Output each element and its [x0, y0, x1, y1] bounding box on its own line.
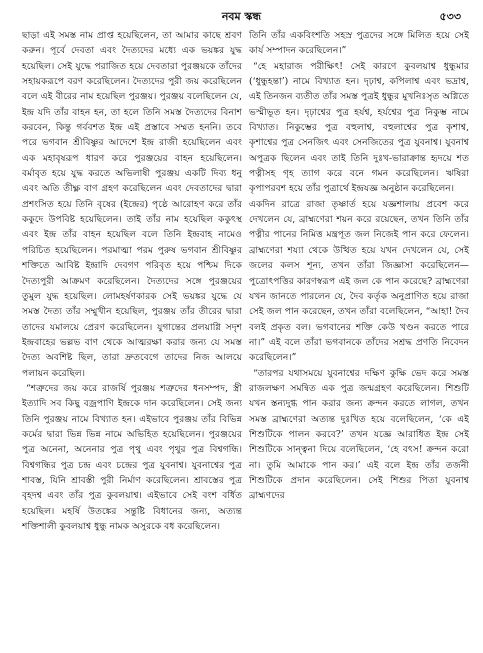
- right-column: [249, 28, 469, 648]
- chapter-title: নবম স্কন্ধ: [221, 10, 262, 23]
- left-column: [22, 28, 242, 648]
- paragraph: ছাড়া এই সমস্ত নাম প্রাপ্ত হয়েছিলেন, তা আমার কাছে শ্রবণ করুন। পূর্বে দেবতা এবং দৈত্যদের মধ্যে এক ভয়ঙ্কর যুদ্ধ হয়েছিল। সেই যুদ্ধে পরাজিত হয়ে দেবতারা পুরঞ্জয়কে তাঁদের সহায়করূপে বরণ করেছিলেন। দৈত্যদের পুরী জয় করেছিলেন বলে এই বীরের নাম হয়েছিল পুরঞ্জয়। পুরঞ্জয় বলেছিলেন যে, ইন্দ্র যদি তাঁর বাহন হন, তা হলে তিনি সমস্ত দৈত্যদের বিনাশ করবেন, কিন্তু গর্ববশত ইন্দ্র এই প্রস্তাবে সম্মত হননি। তবে পরে ভগবান শ্রীবিষ্ণুর আদেশে ইন্দ্র রাজী হয়েছিলেন এবং এক মহাবৃষরূপ ধারণ করে পুরঞ্জয়ের বাহন হয়েছিলেন। বর্মাবৃত হয়ে যুদ্ধ করতে অভিলাষী পুরঞ্জয় একটি দিব্য ধনু এবং অতি তীক্ষ্ণ বাণ গ্রহণ করেছিলেন এবং দেবতাদের দ্বারা প্রশংসিত হয়ে তিনি বৃষের (ইন্দ্রের) পৃষ্ঠে আরোহণ করে তাঁর ককুদে উপবিষ্ট হয়েছিলেন। তাই তাঁর নাম হয়েছিল ককুৎস্থ এবং ইন্দ্র তাঁর বাহন হয়েছিল বলে তিনি ইন্দ্রবাহ নামেও পরিচিত হয়েছিলেন। পরমাত্মা পরম পুরুষ ভগবান শ্রীবিষ্ণুর শক্তিতে আবিষ্ট ইন্দ্রাদি দেবগণ পরিবৃত হয়ে পশ্চিম দিকে দৈত্যপুরী আক্রমণ করেছিলেন। দৈত্যদের সঙ্গে পুরঞ্জয়ের তুমুল যুদ্ধ হয়েছিল। লোমহর্ষণকারক সেই ভয়ঙ্কর যুদ্ধে যে সমস্ত দৈত্য তাঁর সম্মুখীন হয়েছিল, পুরঞ্জয় তাঁর তীরের দ্বারা তাদের যমালয়ে প্রেরণ করেছিলেন। যুগান্তের প্রলয়াগ্নি সদৃশ ইন্দ্রবাহের ভল্লভ বাণ থেকে আত্মরক্ষা করার জন্য যে সমস্ত দৈত্য অবশিষ্ট ছিল, তারা দ্রুতবেগে তাদের নিজ আলয়ে পলায়ন করেছিল।: [22, 30, 242, 379]
- paragraph: “শত্রুদের জয় করে রাজর্ষি পুরঞ্জয় শত্রুদের ধনসম্পদ, স্ত্রী ইত্যাদি সব কিছু বজ্রপাণি ইন্দ্রকে দান করেছিলেন। সেই জন্য তিনি পুরঞ্জয় নামে বিখ্যাত হন। এইভাবে পুরঞ্জয় তাঁর বিভিন্ন কর্মের দ্বারা ভিন্ন ভিন্ন নামে অভিহিত হয়েছিলেন। পুরঞ্জয়ের পুত্র অনেনা, অনেনার পুত্র পৃথু এবং পৃথুর পুত্র বিশ্বগন্ধি। বিশ্বগন্ধির পুত্র চন্দ্র এবং চন্দ্রের পুত্র যুবনাশ্ব। যুবনাশ্বের পুত্র শাবস্ত, যিনি শ্রাবস্তী পুরী নির্মাণ করেছিলেন। শ্রাবস্তের পুত্র বৃহদশ্ব এবং তাঁর পুত্র কুবলয়াশ্ব। এইভাবে সেই বংশ বর্ধিত হয়েছিল। মহর্ষি উতঙ্কের সন্তুষ্টি বিধানের জন্য, অত্যন্ত শক্তিশালী কুবলয়াশ্ব ধুন্ধু নামক অসুরকে বধ করেছিলেন।: [22, 382, 242, 532]
- paragraph: “হে মহারাজ পরীক্ষিৎ! সেই কারণে কুবলয়াশ্ব ধুন্ধুমার (‘ধুন্ধুহন্তা’) নামে বিখ্যাত হন। দৃঢ়াশ্ব, কপিলাশ্ব এবং ভদ্রাশ্ব, এই তিনজন ব্যতীত তাঁর সমস্ত পুত্রই ধুন্ধুর মুখনিঃসৃত অগ্নিতে ভস্মীভূত হন। দৃঢ়াশ্বের পুত্র হর্যশ্ব, হর্যশ্বের পুত্র নিকুম্ভ নামে বিখ্যাত। নিকুম্ভের পুত্র বহুলাশ্ব, বহুলাশ্বের পুত্র কৃশাশ্ব, কৃশাশ্বের পুত্র সেনজিৎ এবং সেনজিতের পুত্র যুবনাশ্ব। যুবনাশ্ব অপুত্রক ছিলেন এবং তাই তিনি দুঃখ-ভারাক্রান্ত হৃদয়ে শত পত্নীসহ গৃহ ত্যাগ করে বনে গমন করেছিলেন। ঋষিরা কৃপাপরবশ হয়ে তাঁর পুত্রার্থে ইন্দ্রযজ্ঞ অনুষ্ঠান করেছিলেন।: [249, 60, 469, 195]
- paragraph: “তারপর যথাসময়ে যুবনাশ্বের দক্ষিণ কুক্ষি ভেদ করে সমস্ত রাজলক্ষণ সমন্বিত এক পুত্র জন্মগ্রহণ করেছিলেন। শিশুটি যখন স্তন্যদুগ্ধ পান করার জন্য ক্রন্দন করতে লাগল, তখন সমস্ত ব্রাহ্মণেরা অত্যন্ত দুঃখিত হয়ে বলেছিলেন, ‘কে এই শিশুটিকে পালন করবে?’ তখন যজ্ঞে আরাধিত ইন্দ্র সেই শিশুটিকে সান্ত্বনা দিয়ে বলেছিলেন, ‘হে বৎস! ক্রন্দন করো না। তুমি আমাকে পান কর।’ এই বলে ইন্দ্র তাঁর তর্জনী শিশুটিকে প্রদান করেছিলেন। সেই শিশুর পিতা যুবনাশ্ব ব্রাহ্মণদের: [249, 367, 469, 502]
- page-header: [0, 6, 483, 26]
- paragraph: একদিন রাত্রে রাজা তৃষ্ণার্ত হয়ে যজ্ঞশালায় প্রবেশ করে দেখলেন যে, ব্রাহ্মণেরা শয়ন করে রয়েছেন, তখন তিনি তাঁর পত্নীর পানের নিমিত্ত মন্ত্রপূত জল নিজেই পান করে ফেলেন। ব্রাহ্মণেরা শয্যা থেকে উত্থিত হয়ে যখন দেখলেন যে, সেই জলের কলস শূন্য, তখন তাঁরা জিজ্ঞাসা করেছিলেন—পুত্রোৎপত্তির কারণস্বরূপ এই জল কে পান করেছে? ব্রাহ্মণেরা যখন জানতে পারলেন যে, দৈব কর্তৃক অনুপ্রাণিত হয়ে রাজা সেই জল পান করেছেন, তখন তাঁরা বলেছিলেন, “আহা! দৈব বলই প্রকৃত বল। ভগবানের শক্তি কেউ খণ্ডন করতে পারে না।” এই বলে তাঁরা ভগবানকে তাঁদের সশ্রদ্ধ প্রণতি নিবেদন করেছিলেন।”: [249, 198, 469, 364]
- paragraph: তিনি তাঁর একবিংশতি সহস্র পুত্রদের সঙ্গে মিলিত হয়ে সেই কার্য সম্পাদন করেছিলেন।”: [249, 30, 469, 57]
- page-number: ৫৩৩: [439, 10, 461, 23]
